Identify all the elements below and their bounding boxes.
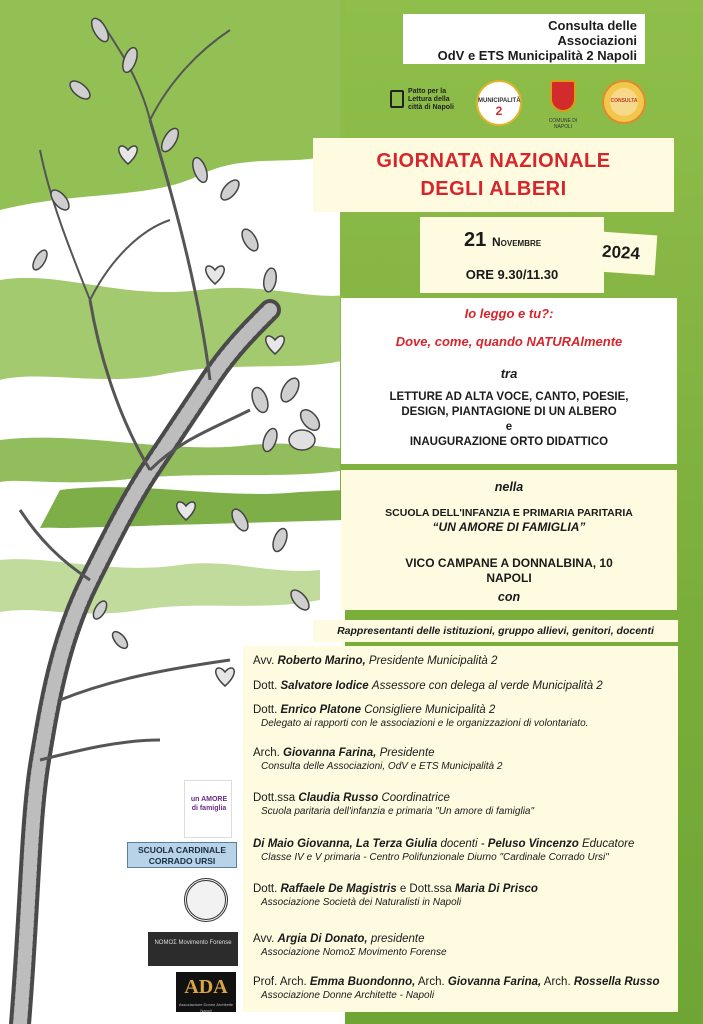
speaker-name: Roberto Marino, (277, 655, 366, 667)
speaker-name: Raffaele De Magistris (280, 883, 397, 895)
activity-2: DESIGN, PIANTAGIONE DI UN ALBERO (401, 406, 617, 418)
date-month: Novembre (492, 235, 542, 249)
school-type: SCUOLA DELL'INFANZIA E PRIMARIA PARITARIA (385, 507, 633, 519)
consulta-line-3: OdV e ETS Municipalità 2 Napoli (437, 48, 637, 63)
ada-text: ADA (184, 976, 228, 998)
speaker-name: Emma Buondonno, (309, 976, 416, 988)
venue-box (341, 470, 677, 610)
school-name: “UN AMORE DI FAMIGLIA” (432, 520, 586, 534)
tra-label: tra (500, 366, 518, 381)
speaker-5 (253, 791, 678, 818)
speaker-name: Enrico Platone (280, 704, 362, 716)
speaker-1 (253, 654, 678, 668)
speaker-affiliation: Delegato ai rapporti con le associazioni e le organizzazioni di volontariato. (261, 718, 589, 729)
scuola-cardinale-logo (127, 842, 237, 868)
speakers-list (243, 646, 678, 1012)
shield-icon (550, 80, 576, 112)
address-line-2: NAPOLI (486, 571, 532, 585)
speaker-affiliation: Classe IV e V primaria - Centro Polifunzionale Diurno "Cardinale Corrado Ursi" (261, 852, 609, 863)
speaker-name-2: Peluso Vincenzo (487, 838, 579, 850)
speaker-name-2: Maria Di Prisco (454, 883, 538, 895)
ada-logo (176, 972, 236, 1012)
speaker-role: docenti - (440, 838, 485, 850)
naturalisti-seal-icon (184, 878, 228, 922)
title-line-1: GIORNATA NAZIONALE (376, 150, 611, 172)
speaker-name: Giovanna Farina, (283, 747, 377, 759)
speaker-title: Dott. (253, 883, 278, 895)
speaker-7 (253, 882, 678, 909)
speaker-role: Consigliere Municipalità 2 (364, 704, 496, 716)
consulta-header (403, 14, 645, 64)
speaker-role: Coordinatrice (381, 792, 450, 804)
address-line-1: VICO CAMPANE A DONNALBINA, 10 (405, 556, 613, 570)
consulta-logo (602, 80, 646, 124)
speaker-role: Arch. (417, 976, 445, 988)
speaker-title: Dott. (253, 704, 278, 716)
speaker-role: presidente (370, 933, 425, 945)
nomos-text: NOMOΣ Movimento Forense (154, 940, 232, 946)
amore-famiglia-logo (184, 780, 232, 838)
speaker-affiliation: Associazione Donne Architette - Napoli (261, 990, 435, 1001)
program-box (341, 298, 677, 464)
speaker-name: Di Maio Giovanna, La Terza Giulia (253, 838, 438, 850)
book-icon (390, 90, 404, 108)
speaker-8 (253, 932, 678, 959)
speaker-4 (253, 746, 678, 773)
representatives-line: Rappresentanti delle istituzioni, gruppo allievi, genitori, docenti (313, 620, 678, 642)
speaker-6 (253, 837, 678, 864)
event-time: ORE 9.30/11.30 (465, 267, 559, 282)
speaker-affiliation: Consulta delle Associazioni, OdV e ETS Municipalità 2 (261, 761, 503, 772)
nomos-logo (148, 932, 238, 966)
speaker-2 (253, 679, 678, 693)
speaker-title: Prof. Arch. (253, 976, 307, 988)
speaker-name-3: Rossella Russo (573, 976, 660, 988)
amore-famiglia-text: un AMORE di famiglia (190, 796, 228, 812)
event-year: 2024 (585, 231, 658, 276)
partner-logos (390, 76, 660, 130)
speaker-affiliation: Scuola paritaria dell'infanzia e primaria "Un amore di famiglia" (261, 806, 535, 817)
speaker-title: Dott.ssa (253, 792, 296, 804)
speaker-9 (253, 975, 678, 1002)
speaker-affiliation: Associazione Società dei Naturalisti in Napoli (261, 897, 462, 908)
consulta-line-1: Consulta delle (548, 18, 637, 33)
speaker-name: Salvatore Iodice (280, 680, 369, 692)
activity-1: LETTURE AD ALTA VOCE, CANTO, POESIE, (389, 391, 629, 403)
speaker-role: Presidente Municipalità 2 (368, 655, 498, 667)
speaker-title: Dott. (253, 680, 278, 692)
speaker-3 (253, 703, 678, 730)
municipalita-number: 2 (495, 104, 503, 118)
cardinale-line-1: SCUOLA CARDINALE (138, 845, 226, 855)
municipalita-logo (476, 80, 522, 126)
speaker-role: Assessore con delega al verde Municipalità 2 (371, 680, 603, 692)
speaker-name-2: Giovanna Farina, (447, 976, 542, 988)
speaker-role-2: Educatore (581, 838, 635, 850)
consulta-line-2: Associazioni (557, 33, 637, 48)
speaker-title: Avv. (253, 655, 275, 667)
venue-address (341, 556, 677, 586)
speaker-title: Arch. (253, 747, 280, 759)
consulta-logo-label: CONSULTA (610, 98, 638, 104)
cardinale-line-2: CORRADO URSI (148, 856, 216, 866)
comune-label: COMUNE DI NAPOLI (548, 118, 578, 130)
municipalita-label: MUNICIPALITÀ (478, 98, 521, 104)
motto-1: Io leggo e tu?: (464, 306, 554, 321)
speaker-title: Avv. (253, 933, 275, 945)
speaker-name: Claudia Russo (298, 792, 379, 804)
title-line-2: DEGLI ALBERI (420, 178, 567, 200)
speaker-role-2: Arch. (543, 976, 571, 988)
motto-2: Dove, come, quando NATURAlmente (395, 334, 623, 349)
patto-lettura-logo (390, 88, 460, 122)
activities (341, 390, 677, 450)
speaker-role: Presidente (379, 747, 435, 759)
activity-4: INAUGURAZIONE ORTO DIDATTICO (409, 436, 609, 448)
nella-label: nella (494, 480, 524, 494)
patto-lettura-text: Patto per la Lettura della città di Napoli (408, 88, 454, 111)
speaker-role: e Dott.ssa (399, 883, 452, 895)
ada-subtext: Associazione Donne Architette Napoli (178, 1002, 234, 1013)
date-day: 21 (464, 229, 487, 251)
speaker-name: Argia Di Donato, (277, 933, 368, 945)
activity-3: e (505, 421, 513, 433)
event-title (313, 138, 674, 212)
speaker-affiliation: Associazione NomoΣ Movimento Forense (261, 947, 447, 958)
comune-napoli-logo (540, 78, 586, 128)
event-date (420, 217, 604, 293)
con-label: con (497, 590, 521, 604)
